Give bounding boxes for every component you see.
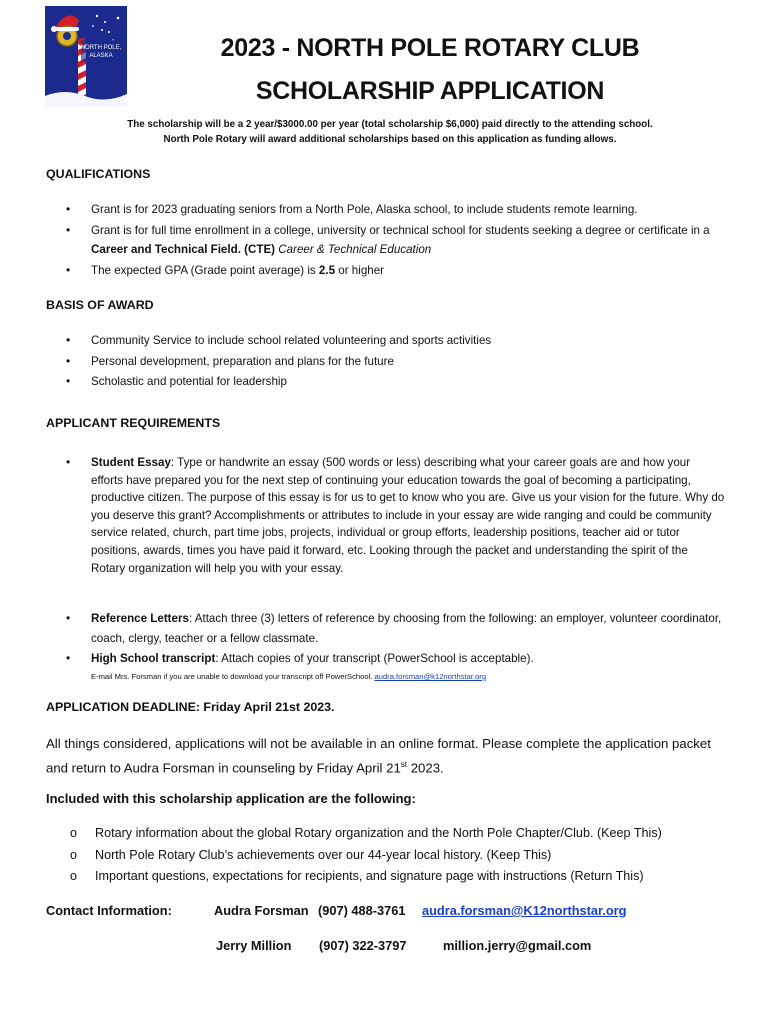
reference-label: Reference Letters [91, 612, 189, 625]
list-item: • Community Service to include school related volunteering and sports activities [66, 333, 492, 347]
qualification-2-bold: Career and Technical Field. (CTE) [91, 243, 276, 256]
logo-caption-2: ALASKA [89, 53, 113, 59]
list-item: • Grant is for full time enrollment in a college, university or technical school for students seeking a degree or certificate in a Career and Technical Field. (CTE) Career & Technical Education [66, 222, 710, 256]
list-item: o Important questions, expectations for recipients, and signature page with instructions (Return This) [70, 869, 644, 883]
basis-heading: BASIS OF AWARD [46, 298, 154, 312]
list-item: • The expected GPA (Grade point average) is 2.5 or higher [66, 262, 385, 277]
contact-person-2-phone: (907) 322-3797 [319, 938, 407, 953]
gpa-value: 2.5 [318, 263, 336, 277]
basis-list [0, 331, 725, 393]
transcript-label: High School transcript [91, 652, 216, 665]
title-line-1: 2023 - NORTH POLE ROTARY CLUB [220, 34, 640, 62]
reference-text: : Attach three (3) letters of reference by choosing from the following: an employer, volunteer coordinator, coach, clergy, teacher or a fellow classmate. [91, 612, 722, 645]
qualification-1: Grant is for 2023 graduating seniors from a North Pole, Alaska school, to include students remote learning. [91, 203, 638, 216]
included-item-1: Rotary information about the global Rotary organization and the North Pole Chapter/Club. (Keep This) [95, 826, 662, 840]
consider-text: All things considered, applications will not be available in an online format. Please complete the application packet and return to Audra Forsman in counseling by Friday April 21 [46, 736, 711, 776]
contact-person-2-email: million.jerry@gmail.com [443, 938, 592, 953]
consider-paragraph [46, 733, 726, 778]
list-item: • Personal development, preparation and plans for the future [66, 353, 394, 368]
essay-text: : Type or handwrite an essay (500 words or less) describing what your career goals are and how your efforts have prepared you for the next step of continuing your education towards the goal of becoming a participating, productive citizen. The purpose of this essay is for us to get to know who you are. Give us your vision for the future. Why do you deserve this grant? Accomplishments or attributes to include in your essay are wide ranging and could be community service related, church, part time jobs, projects, individual or group efforts, leadership positions, teacher aid or tutor positions, awards, times you have paid it forward, etc. Looking through the packet and understanding the spirit of the Rotary organization will help you with your essay. [91, 456, 725, 575]
qualifications-heading: QUALIFICATIONS [46, 167, 151, 181]
list-item: • Student Essay: Type or handwrite an essay (500 words or less) describing what your career goals are and how your efforts have prepared you for the next step of continuing your education towards the goal of becoming a participating, productive citizen. The purpose of this essay is for us to get to know who you are. Give us your vision for the future. Why do you deserve this grant? Accomplishments or attributes to include in your essay are wide ranging and could be community service related, church, part time jobs, projects, individual or group efforts, leadership positions, teacher aid or tutor positions, awards, times you have paid it forward, etc. Looking through the packet and understanding the spirit of the Rotary organization will help you with your essay. [66, 455, 725, 575]
list-item: • Scholastic and potential for leadership [66, 374, 287, 388]
qualification-2-text: Grant is for full time enrollment in a college, university or technical school for students seeking a degree or certificate in a [91, 223, 710, 237]
qualifications-list [0, 200, 725, 281]
essay-label: Student Essay [91, 456, 171, 469]
rotary-logo [45, 6, 127, 107]
transcript-text: : Attach copies of your transcript (PowerSchool is acceptable). [215, 652, 534, 665]
basis-item-1: Community Service to include school related volunteering and sports activities [91, 334, 492, 347]
contact-person-2-name: Jerry Million [216, 938, 292, 953]
deadline-heading: APPLICATION DEADLINE: Friday April 21st 2023. [46, 700, 335, 714]
contact-person-1-name: Audra Forsman [214, 903, 309, 918]
contact-person-1-email[interactable]: audra.forsman@K12northstar.org [422, 903, 627, 918]
essay-list [0, 454, 725, 578]
list-item: o North Pole Rotary Club’s achievements over our 44-year local history. (Keep This) [70, 847, 552, 862]
list-item: • Reference Letters: Attach three (3) letters of reference by choosing from the following: an employer, volunteer coordinator, coach, clergy, teacher or a fellow classmate. [66, 611, 722, 645]
list-item: • High School transcript: Attach copies of your transcript (PowerSchool is acceptable). [66, 651, 534, 665]
requirements-heading: APPLICANT REQUIREMENTS [46, 416, 221, 430]
transcript-note [91, 672, 486, 681]
transcript-note-text: E-mail Mrs. Forsman if you are unable to download your transcript off PowerSchool. [91, 672, 375, 681]
consider-sup: st [400, 760, 408, 769]
list-item: o Rotary information about the global Rotary organization and the North Pole Chapter/Club. (Keep This) [70, 826, 662, 840]
qualification-3-tail: or higher [335, 263, 385, 277]
transcript-email-link[interactable]: audra.forsman@k12northstar.org [374, 672, 487, 681]
included-heading: Included with this scholarship application are the following: [46, 791, 416, 806]
intro-line-1: The scholarship will be a 2 year/$3000.00 per year (total scholarship $6,000) paid directly to the attending school. [127, 119, 653, 130]
included-item-2: North Pole Rotary Club’s achievements over our 44-year local history. (Keep This) [95, 847, 552, 862]
logo-caption-1: NORTH POLE, [80, 45, 122, 51]
list-item: • Grant is for 2023 graduating seniors from a North Pole, Alaska school, to include students remote learning. [66, 202, 638, 216]
consider-tail: 2023. [407, 760, 444, 776]
basis-item-2: Personal development, preparation and plans for the future [91, 354, 394, 368]
intro-text [100, 117, 680, 147]
intro-line-2: North Pole Rotary will award additional scholarships based on this application as funding allows. [163, 134, 617, 145]
basis-item-3: Scholastic and potential for leadership [91, 375, 287, 388]
contact-person-1-phone: (907) 488-3761 [318, 903, 406, 918]
qualification-3-text: The expected GPA (Grade point average) is [91, 263, 319, 277]
requirements-list [0, 609, 725, 670]
contact-label: Contact Information: [46, 903, 172, 918]
included-list [0, 823, 662, 888]
included-item-3: Important questions, expectations for recipients, and signature page with instructions (Return This) [95, 869, 644, 883]
title-line-2: SCHOLARSHIP APPLICATION [255, 77, 605, 105]
qualification-2-italic: Career & Technical Education [275, 243, 432, 256]
